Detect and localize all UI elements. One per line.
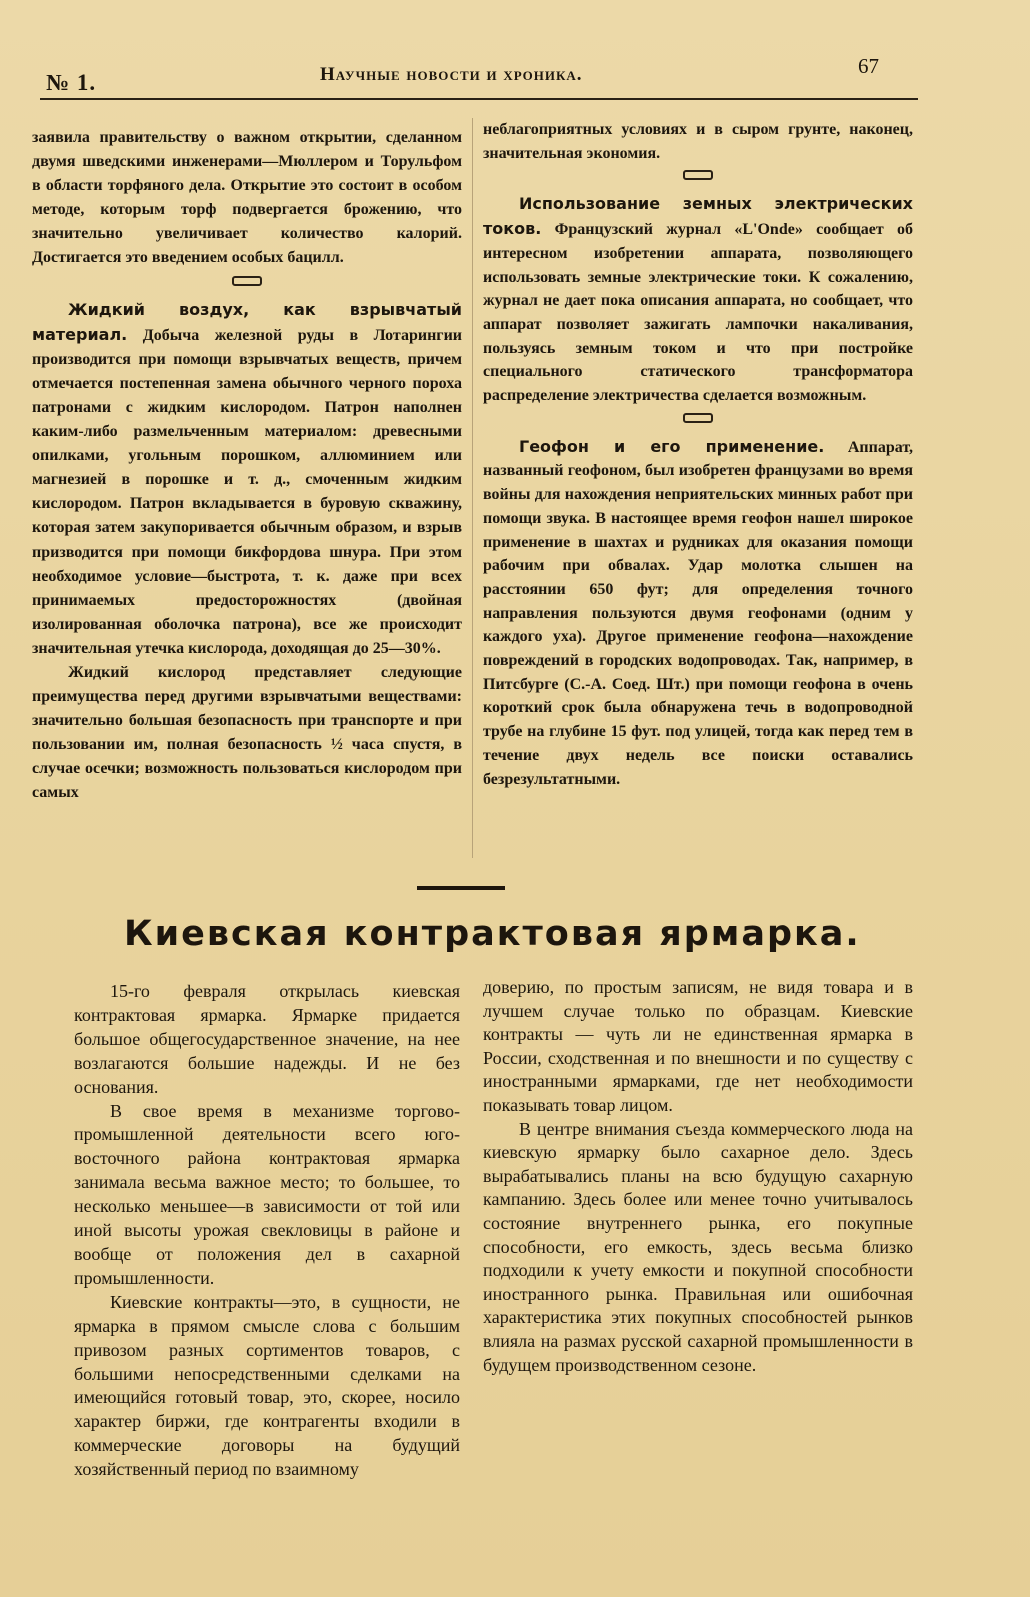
section-separator [683,170,713,180]
article-paragraph: Киевские контракты—это, в сущности, не ярмарка в прямом смысле слова с большим привозом разных сортиментов товаров, с большими непосредственными сделками на имеющийся готовый товар, это, скорее, носило характер биржи, где контрагенты входили в коммерческие договоры на будущий хозяйственный период по взаимному [74,1291,460,1480]
news-heading: Жидкий воздух, как взрывчатый материал. [32,299,462,344]
news-paragraph: Жидкий кислород представляет следующие преимущества перед другими взрывчатыми веществами: значительно большая безопасность при транспорте и при пользовании им, полная безопасность ½ часа спустя, в случае осечки; возможность пользоваться кислородом при самых [32,663,462,802]
news-paragraph: неблагоприятных условиях и в сыром грунте, наконец, значительная экономия. [483,121,913,162]
article-paragraph: 15-го февраля открылась киевская контрактовая ярмарка. Ярмарке придается большое общегосударственное значение, на нее возлагаются большие надежды. И не без основания. [74,981,460,1097]
page-number: 67 [858,54,879,78]
header-rule [40,98,918,100]
article-title: Киевская контрактовая ярмарка. [124,914,861,954]
section-separator [683,413,713,423]
news-paragraph: заявила правительству о важном открытии, сделанном двумя шведскими инженерами—Мюллером и Торульфом в области торфяного дела. Открытие это состоит в особом методе, которым торф подвергается брожению, что значительно увеличивает количество калорий. Достигается это введением особых бацилл. [32,129,462,267]
article-paragraph: В центре внимания съезда коммерческого люда на киевскую ярмарку было сахарное дело. Здесь вырабатывались планы на всю будущую сахарную кампанию. Здесь более или менее точно учитывалось состояние внутреннего рынка, его покупные способности, его емкость, здесь весьма близко подходили к учету емкости и покупной способности иностранного рынка. Правильная или ошибочная характеристика этих покупных способностей рынков влияла на размах русской сахарной промышленности в будущем производственном сезоне. [483,1118,913,1375]
running-header-title: Научные новости и хроника. [320,64,583,85]
issue-number: № 1. [46,70,97,95]
section-separator [232,276,262,286]
news-heading: Использование земных электрических токов. [483,194,913,239]
news-column-right [483,118,913,791]
article-column-left [74,980,460,1482]
article-column-right [483,976,913,1377]
news-heading: Геофон и его применение. [519,436,825,456]
section-divider-rule [417,886,505,890]
news-column-left [32,126,462,806]
news-text: Французский журнал «L'Onde» сообщает об интересном изобретении аппарата, позволяющего использовать земные электрические токи. К сожалению, журнал не дает пока описания аппарата, но сообщает, что аппарат позволяет зажигать лампочки накаливания, пользуясь земным током и что при постройке специального статического трансформатора распределение электричества сделается возможным. [483,221,913,405]
article-paragraph: В свое время в механизме торгово-промышленной деятельности всего юго-восточного района контрактовая ярмарка занимала весьма важное место; то большее, то несколько меньшее—в зависимости от той или иной высоты урожая свекловицы в районе и вообще от положения дел в сахарной промышленности. [74,1100,460,1288]
news-paragraph [483,435,913,792]
news-paragraph [483,192,913,407]
article-paragraph: доверию, по простым записям, не видя товара и в лучшем случае только по образцам. Киевские контракты — чуть ли не единственная ярмарка в России, сходственная и по внешности и по существу с иностранными ярмарками, где нет необходимости показывать товар лицом. [483,977,913,1115]
news-paragraph [32,298,462,661]
column-divider [472,118,473,858]
news-text: Добыча железной руды в Лотарингии производится при помощи взрывчатых веществ, причем отмечается постепенная замена обычного черного пороха патронами с жидким кислородом. Патрон наполнен каким-либо размельченным материалом: древесными опилками, угольным порошком, аллюминием или магнезией в порошке и т. д., смоченным жидким кислородом. Патрон вкладывается в буровую скважину, которая затем закупоривается обычным образом, и взрыв призводится при помощи бикфордова шнура. При этом необходимое условие—быстрота, т. к. даже при всех принимаемых предосторожностях (двойная изолированная оболочка патрона), все же происходит значительная утечка кислорода, доходящая до 25—30%. [32,326,463,657]
news-text: Аппарат, названный геофоном, был изобретен французами во время войны для нахождения неприятельских минных работ при помощи звука. В настоящее время геофон нашел широкое применение в шахтах и рудниках для оказания помощи рабочим при обвалах. Удар молотка слышен на расстоянии 650 фут; для определения точного направления пользуются двумя геофонами (одним у каждого уха). Другое применение геофона—нахождение повреждений в городских водопроводах. Так, например, в Питсбурге (С.-А. Соед. Шт.) при помощи геофона в очень короткий срок была обнаружена течь в водопроводной трубе на глубине 15 фут. под улицей, тогда как перед тем в течение двух недель все поиски оставались безрезультатными. [483,438,914,788]
